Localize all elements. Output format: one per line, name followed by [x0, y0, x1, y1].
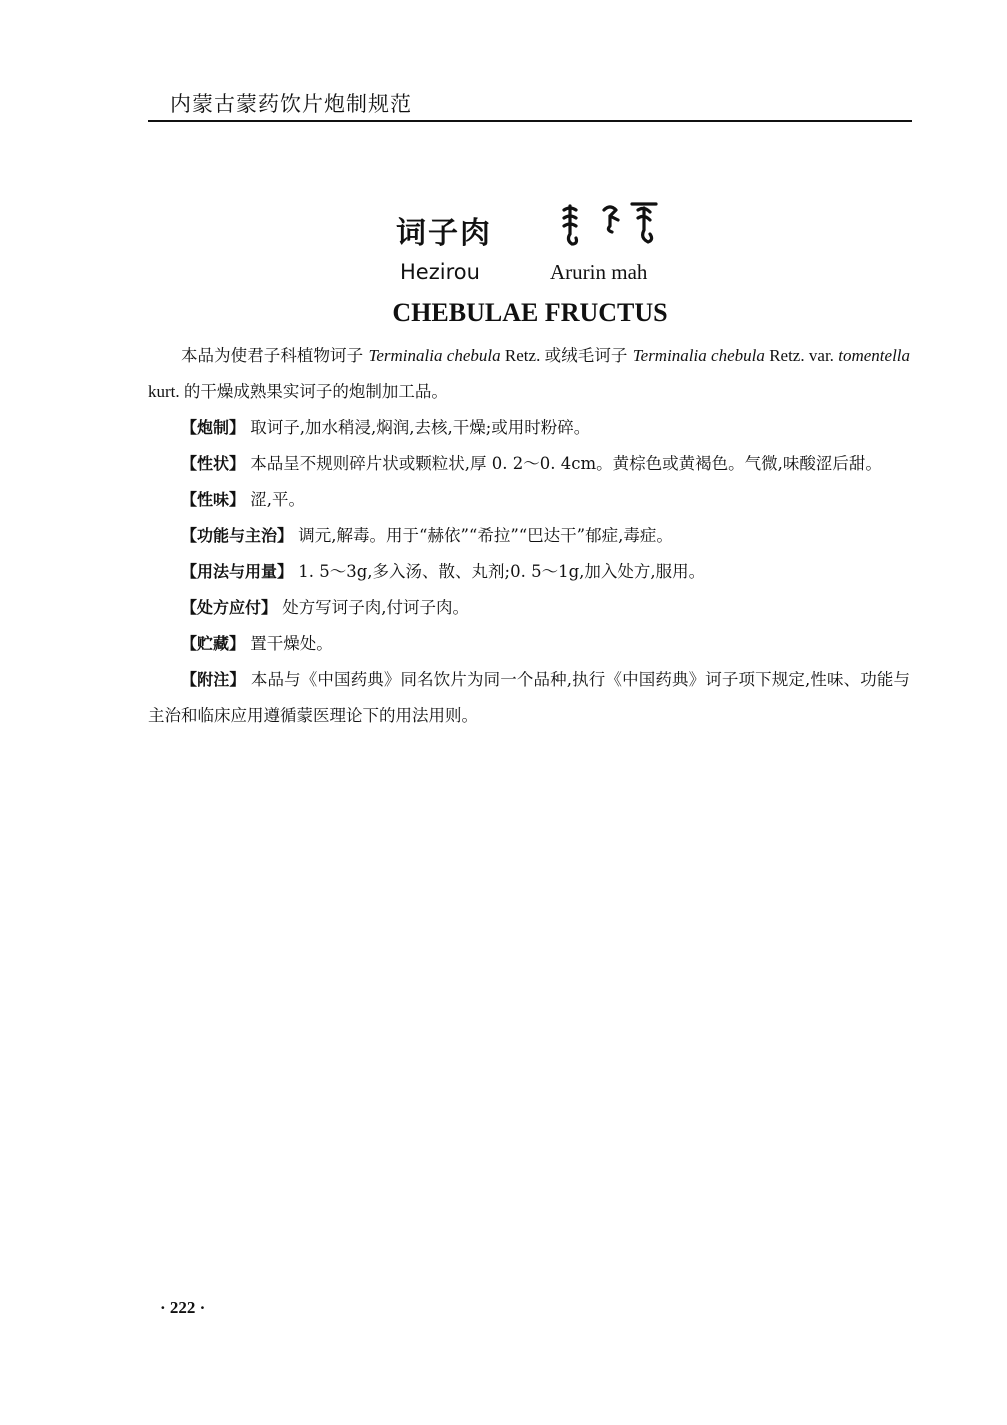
section-actions-indications: [148, 518, 910, 554]
intro-paragraph: 本品为使君子科植物诃子 Terminalia chebula Retz. 或绒毛诃子 Terminalia chebula Retz. var. tomentella kurt. 的干燥成熟果实诃子的炮制加工品。: [148, 346, 911, 401]
section-label: 【炮制】: [181, 418, 246, 437]
section-label: 【性味】: [181, 490, 246, 509]
species-author: Retz. var.: [764, 346, 839, 365]
section-label: 【用法与用量】: [181, 562, 294, 581]
section-text: 涩,平。: [250, 490, 306, 509]
section-usage-dosage: [148, 554, 910, 590]
section-prescription: [148, 590, 910, 626]
entry-mongolian-transliteration: Arurin mah: [550, 260, 648, 284]
section-storage: [148, 626, 910, 662]
section-property-flavor: [148, 482, 910, 518]
section-text: 处方写诃子肉,付诃子肉。: [282, 598, 470, 617]
running-header-title: 内蒙古蒙药饮片炮制规范: [170, 92, 412, 116]
section-text: 本品呈不规则碎片状或颗粒状,厚 0. 2～0. 4cm。黄棕色或黄褐色。气微,味酸涩后甜。: [250, 454, 882, 473]
page-number: · 222 ·: [160, 1298, 206, 1317]
entry-title-mongolian-script: [560, 200, 670, 250]
section-label: 【贮藏】: [181, 634, 246, 653]
entry-latin-name: CHEBULAE FRUCTUS: [392, 298, 668, 327]
section-label: 【附注】: [181, 670, 246, 689]
species-name: Terminalia chebula: [632, 346, 765, 365]
entry-body: [148, 338, 910, 734]
entry-title-row: [0, 200, 1007, 260]
section-label: 【处方应付】: [181, 598, 278, 617]
species-name: Terminalia chebula: [368, 346, 501, 365]
section-label: 【性状】: [181, 454, 246, 473]
section-text: 取诃子,加水稍浸,焖润,去核,干燥;或用时粉碎。: [250, 418, 591, 437]
header-rule: [148, 120, 912, 122]
section-characteristics: [148, 446, 910, 482]
section-text: 1. 5～3g,多入汤、散、丸剂;0. 5～1g,加入处方,服用。: [298, 562, 706, 581]
section-label: 【功能与主治】: [181, 526, 294, 545]
section-text: 调元,解毒。用于“赫依”“希拉”“巴达干”郁症,毒症。: [298, 526, 673, 545]
section-processing: [148, 410, 910, 446]
species-author: Retz.: [500, 346, 545, 365]
section-text: 置干燥处。: [250, 634, 333, 653]
entry-title-chinese: 词子肉: [396, 216, 492, 251]
variety-name: tomentella: [838, 346, 911, 365]
variety-author: kurt.: [148, 382, 184, 401]
section-notes: [148, 662, 910, 734]
section-text: 本品与《中国药典》同名饮片为同一个品种,执行《中国药典》诃子项下规定,性味、功能与主治和临床应用遵循蒙医理论下的用法用则。: [148, 670, 910, 725]
entry-pinyin: Hezirou: [400, 260, 480, 284]
